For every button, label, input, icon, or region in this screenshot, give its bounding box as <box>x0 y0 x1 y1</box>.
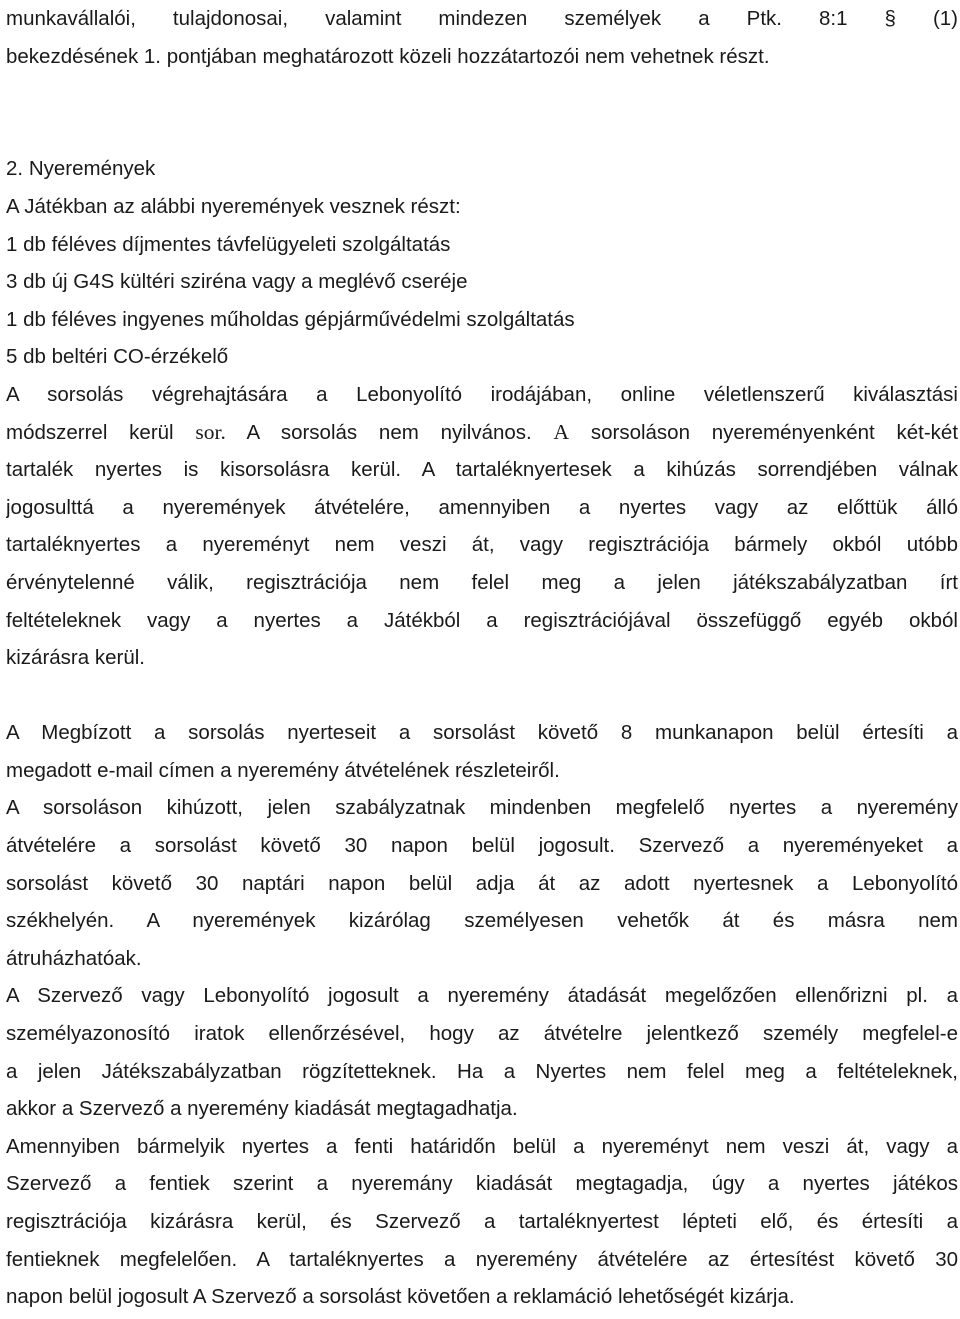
draw-line-3: tartalék nyertes is kisorsolásra kerül. A tartaléknyertesek a kihúzás sorrendjében válnak <box>6 458 958 482</box>
draw-text-serif: sor. <box>195 419 226 444</box>
section-number: 2. <box>6 157 24 181</box>
verify-line-3: a jelen Játékszabályzatban rögzítetteknek. Ha a Nyertes nem felel meg a feltételeknek, <box>6 1059 958 1083</box>
verify-line-1: A Szervező vagy Lebonyolító jogosult a nyeremény átadását megelőzően ellenőrizni pl. a <box>6 984 958 1008</box>
draw-line-7: feltételeknek vagy a nyertes a Játékból a regisztrációjával összefüggő egyéb okból <box>6 608 958 632</box>
spacer <box>6 75 958 113</box>
draw-text: sorsoláson nyereményenként két-két <box>569 420 958 444</box>
draw-line-8: kizárásra kerül. <box>6 646 145 670</box>
failure-line-1: Amennyiben bármelyik nyertes a fenti határidőn belül a nyereményt nem veszi át, vagy a <box>6 1134 958 1158</box>
prize-item: 5 db beltéri CO-érzékelő <box>6 345 229 369</box>
intro-line-1: munkavállalói, tulajdonosai, valamint mindezen személyek a Ptk. 8:1 § (1) <box>6 7 958 30</box>
document-page <box>6 0 958 1316</box>
failure-line-5: napon belül jogosult A Szervező a sorsolást követően a reklamáció lehetőségét kizárja. <box>6 1285 795 1309</box>
draw-text: A sorsolás nem nyilvános. <box>225 420 554 444</box>
section-heading <box>6 150 958 188</box>
spacer <box>6 113 958 151</box>
draw-line-6: érvénytelenné válik, regisztrációja nem felel meg a jelen játékszabályzatban írt <box>6 570 958 594</box>
section-title: Nyeremények <box>28 157 156 181</box>
draw-line-4: jogosulttá a nyeremények átvételére, amennyiben a nyertes vagy az előttük álló <box>6 495 958 519</box>
failure-line-3: regisztrációja kizárásra kerül, és Szervező a tartaléknyertest lépteti elő, és értesíti a <box>6 1210 958 1233</box>
draw-text-serif: A <box>553 419 570 444</box>
receive-line-1: A sorsoláson kihúzott, jelen szabályzatnak mindenben megfelelő nyertes a nyeremény <box>6 796 958 820</box>
failure-line-4: fentieknek megfelelően. A tartaléknyertes a nyeremény átvételére az értesítést követő 30 <box>6 1247 958 1271</box>
prize-item: 1 db féléves díjmentes távfelügyeleti szolgáltatás <box>6 232 451 256</box>
failure-line-2: Szervező a fentiek szerint a nyeremány kiadását megtagadja, úgy a nyertes játékos <box>6 1172 958 1196</box>
draw-line-1: A sorsolás végrehajtására a Lebonyolító irodájában, online véletlenszerű kiválasztási <box>6 382 958 406</box>
spacer <box>6 677 958 715</box>
receive-line-4: székhelyén. A nyeremények kizárólag személyesen vehetők át és másra nem <box>6 909 958 933</box>
verify-line-4: akkor a Szervező a nyeremény kiadását megtagadhatja. <box>6 1097 518 1121</box>
prize-item: 1 db féléves ingyenes műholdas gépjárművédelmi szolgáltatás <box>6 307 575 331</box>
draw-line-5: tartaléknyertes a nyereményt nem veszi át, vagy regisztrációja bármely okból utóbb <box>6 533 958 557</box>
intro-line-2: bekezdésének 1. pontjában meghatározott közeli hozzátartozói nem vehetnek részt. <box>6 44 770 68</box>
receive-line-5: átruházhatóak. <box>6 946 142 970</box>
draw-text: módszerrel kerül <box>6 420 196 444</box>
receive-line-3: sorsolást követő 30 naptári napon belül adja át az adott nyertesnek a Lebonyolító <box>6 871 958 895</box>
notify-line-1: A Megbízott a sorsolás nyerteseit a sorsolást követő 8 munkanapon belül értesíti a <box>6 721 958 745</box>
prize-item: 3 db új G4S kültéri sziréna vagy a meglévő cseréje <box>6 270 468 294</box>
prizes-intro: A Játékban az alábbi nyeremények vesznek részt: <box>6 194 461 218</box>
receive-line-2: átvételére a sorsolást követő 30 napon belül jogosult. Szervező a nyereményeket a <box>6 834 958 858</box>
verify-line-2: személyazonosító iratok ellenőrzésével, hogy az átvételre jelentkező személy megfelel-e <box>6 1022 958 1046</box>
draw-line-2 <box>6 414 958 452</box>
notify-line-2: megadott e-mail címen a nyeremény átvételének részleteiről. <box>6 758 560 782</box>
